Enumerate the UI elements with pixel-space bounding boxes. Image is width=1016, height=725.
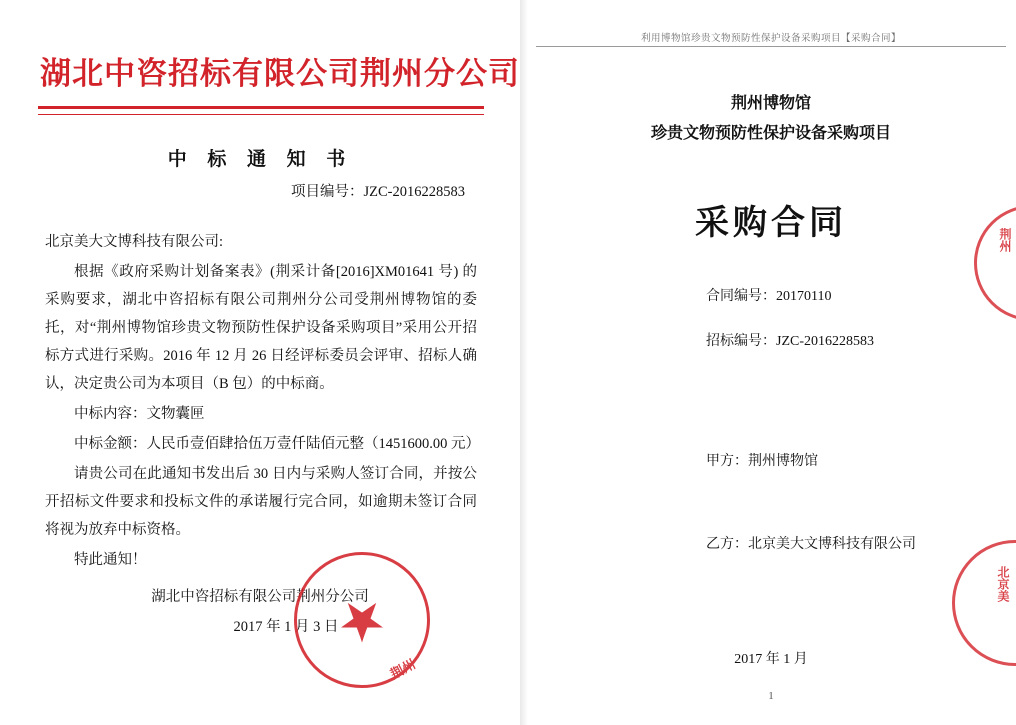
- body-paragraph-3: 中标金额：人民币壹佰肆拾伍万壹仟陆佰元整（1451600.00 元）: [74, 436, 480, 452]
- signature-company: 湖北中咨招标有限公司荆州分公司: [151, 589, 369, 605]
- edge-seal-text-bottom: 北京美: [996, 566, 1010, 602]
- party-a: 甲方：荆州博物馆: [706, 454, 818, 469]
- bid-number: 招标编号：JZC-2016228583: [706, 334, 874, 349]
- party-b: 乙方：北京美大文博科技有限公司: [706, 537, 916, 552]
- signature-date: 2017 年 1 月 3 日: [233, 619, 339, 635]
- body-paragraph-5: 特此通知！: [74, 552, 147, 568]
- award-notice-title: 中 标 通 知 书: [167, 148, 353, 170]
- seal-text-char: 荆州: [388, 657, 419, 683]
- edge-seal-text-top: 荆州: [998, 228, 1012, 252]
- running-header: 利用博物馆珍贵文物预防性保护设备采购项目【采购合同】: [640, 34, 901, 44]
- organization-name: 荆州博物馆: [730, 93, 811, 112]
- contract-date: 2017 年 1 月: [734, 652, 808, 667]
- body-paragraph-4: 请贵公司在此通知书发出后 30 日内与采购人签订合同，并按公开招标文件要求和投标文件的承诺履行完合同，如逾期未签订合同将视为放弃中标资格。: [45, 466, 477, 538]
- running-header-rule: [536, 46, 1006, 47]
- right-document-page: [528, 0, 1016, 725]
- company-letterhead: 湖北中咨招标有限公司荆州分公司: [40, 56, 520, 92]
- signature-block: [40, 582, 480, 642]
- project-number: 项目编号：JZC-2016228583: [291, 184, 465, 200]
- project-name: 珍贵文物预防性保护设备采购项目: [650, 123, 891, 142]
- letterhead-rule-thin: [38, 114, 484, 115]
- contract-number: 合同编号：20170110: [706, 289, 832, 304]
- award-notice-body: [45, 228, 480, 576]
- body-paragraph-1: 根据《政府采购计划备案表》(荆采计备[2016]XM01641 号) 的采购要求，湖北中咨招标有限公司荆州分公司受荆州博物馆的委托，对“荆州博物馆珍贵文物预防性保护设备采购项目”采用公开招标方式进行采购。2016 年 12 月 26 日经评标委员会评审、招标人确认，决定贵公司为本项目（B 包）的中标商。: [45, 264, 477, 392]
- page-number: 1: [768, 690, 774, 702]
- addressee-line: 北京美大文博科技有限公司:: [45, 234, 224, 250]
- body-paragraph-2: 中标内容：文物囊匣: [74, 406, 205, 422]
- letterhead-rule-thick: [38, 106, 484, 109]
- contract-title: 采购合同: [695, 203, 847, 243]
- page-gutter: [520, 0, 528, 725]
